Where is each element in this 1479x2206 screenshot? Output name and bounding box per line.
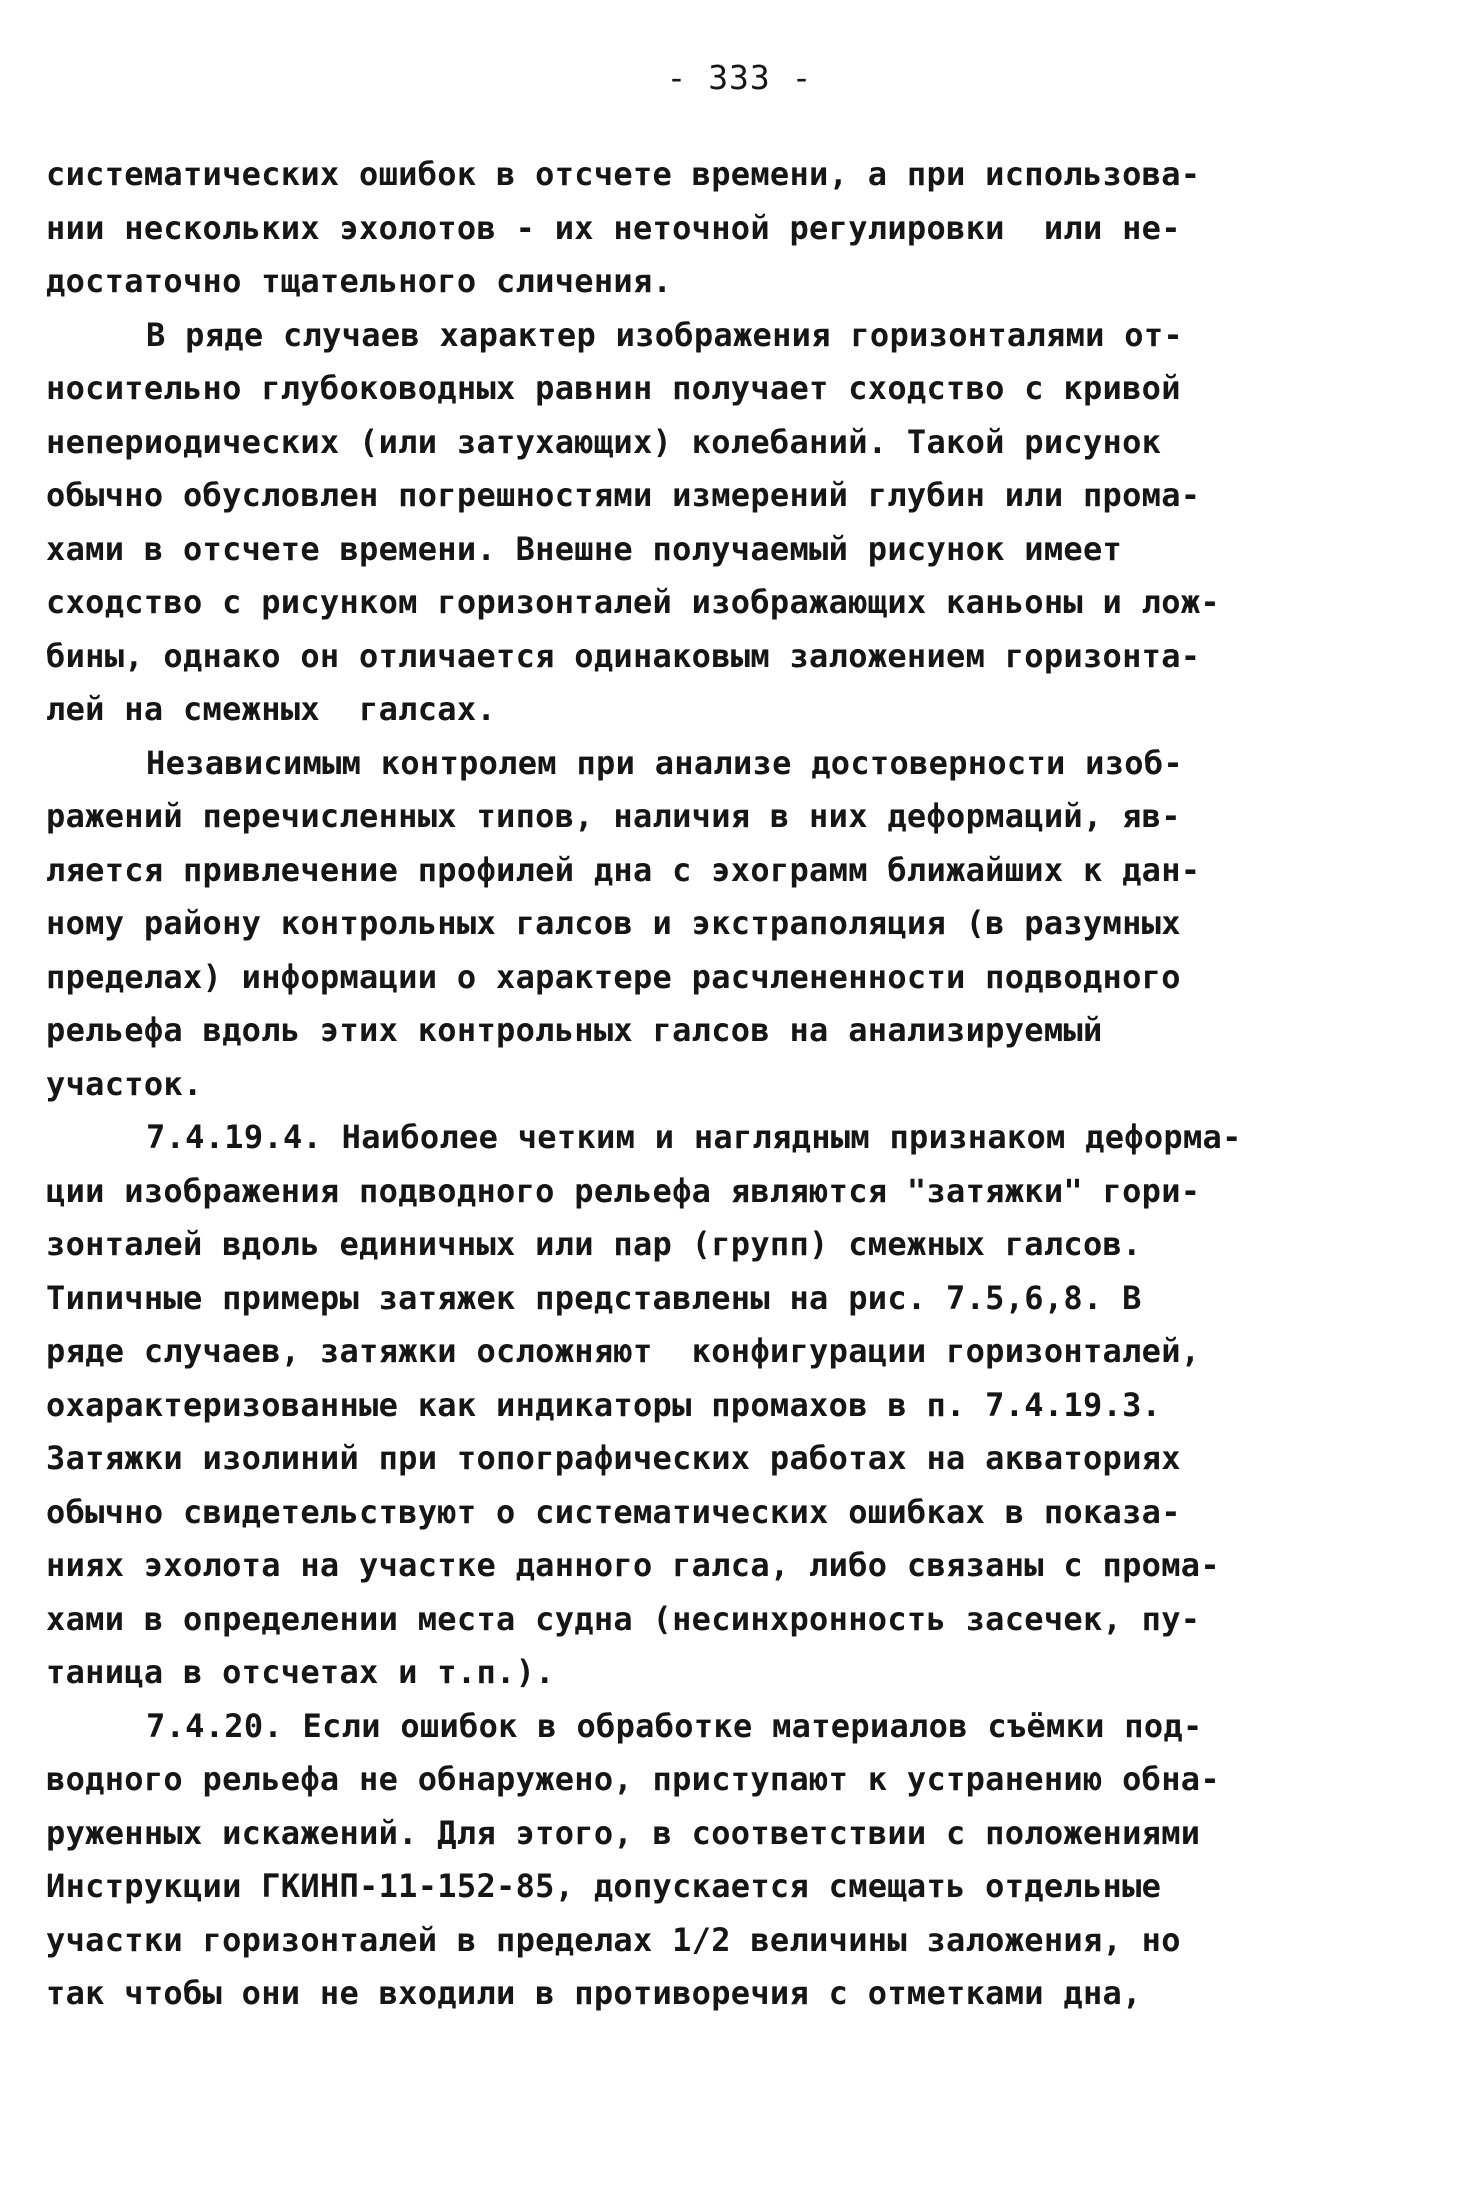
text-line: достаточно тщательного сличения. bbox=[46, 262, 673, 300]
text-line: носительно глубоководных равнин получает сходство с кривой bbox=[46, 369, 1181, 407]
text-line: сходство с рисунком горизонталей изображающих каньоны и лож- bbox=[46, 583, 1220, 621]
text-line: таница в отсчетах и т.п.). bbox=[46, 1653, 555, 1691]
text-line: ряде случаев, затяжки осложняют конфигурации горизонталей, bbox=[46, 1332, 1201, 1370]
text-line: В ряде случаев характер изображения горизонталями от- bbox=[146, 315, 1183, 354]
text-line: обычно обусловлен погрешностями измерений глубин или прома- bbox=[46, 476, 1201, 514]
text-line: ляется привлечение профилей дна с эхограмм ближайших к дан- bbox=[46, 850, 1201, 889]
text-line: 7.4.19.4. Наиболее четким и наглядным признаком деформа- bbox=[146, 1118, 1242, 1156]
text-line: охарактеризованные как индикаторы промахов в п. 7.4.19.3. bbox=[46, 1385, 1162, 1424]
text-line: Независимым контролем при анализе достоверности изоб- bbox=[146, 743, 1183, 782]
text-line: ции изображения подводного рельефа являются "затяжки" гори- bbox=[46, 1171, 1201, 1210]
text-line: обычно свидетельствуют о систематических ошибках в показа- bbox=[46, 1492, 1181, 1531]
text-line: так чтобы они не входили в противоречия с отметками дна, bbox=[46, 1974, 1142, 2012]
text-line: бины, однако он отличается одинаковым заложением горизонта- bbox=[46, 636, 1201, 675]
text-line: участок. bbox=[46, 1064, 203, 1103]
text-line: зонталей вдоль единичных или пар (групп) смежных галсов. bbox=[46, 1225, 1142, 1263]
text-line: Затяжки изолиний при топографических работах на акваториях bbox=[46, 1439, 1181, 1477]
body-text bbox=[46, 148, 1336, 2021]
text-line: водного рельефа не обнаружено, приступают к устранению обна- bbox=[46, 1760, 1220, 1798]
text-line: Инструкции ГКИНП-11-152-85, допускается смещать отдельные bbox=[46, 1867, 1162, 1905]
text-line: непериодических (или затухающих) колебаний. Такой рисунок bbox=[46, 422, 1162, 461]
text-line: пределах) информации о характере расчлененности подводного bbox=[46, 957, 1181, 996]
text-line: ражений перечисленных типов, наличия в них деформаций, яв- bbox=[46, 797, 1181, 835]
text-line: систематических ошибок в отсчете времени, а при использова- bbox=[46, 155, 1201, 193]
page-number: - 333 - bbox=[666, 58, 813, 97]
text-line: участки горизонталей в пределах 1/2 величины заложения, но bbox=[46, 1920, 1181, 1959]
text-line: ному району контрольных галсов и экстраполяция (в разумных bbox=[46, 904, 1181, 942]
text-line: лей на смежных галсах. bbox=[46, 690, 497, 728]
text-line: рельефа вдоль этих контрольных галсов на анализируемый bbox=[46, 1011, 1103, 1049]
text-line: нии нескольких эхолотов - их неточной регулировки или не- bbox=[46, 208, 1181, 247]
text-line: ниях эхолота на участке данного галса, либо связаны с прома- bbox=[46, 1546, 1220, 1584]
text-line: хами в определении места судна (несинхронность засечек, пу- bbox=[46, 1599, 1201, 1638]
text-line: Типичные примеры затяжек представлены на рис. 7.5,6,8. В bbox=[46, 1278, 1142, 1317]
text-line: руженных искажений. Для этого, в соответствии с положениями bbox=[46, 1813, 1201, 1852]
text-line: 7.4.20. Если ошибок в обработке материалов съёмки под- bbox=[146, 1706, 1203, 1745]
text-line: хами в отсчете времени. Внешне получаемый рисунок имеет bbox=[46, 529, 1123, 568]
